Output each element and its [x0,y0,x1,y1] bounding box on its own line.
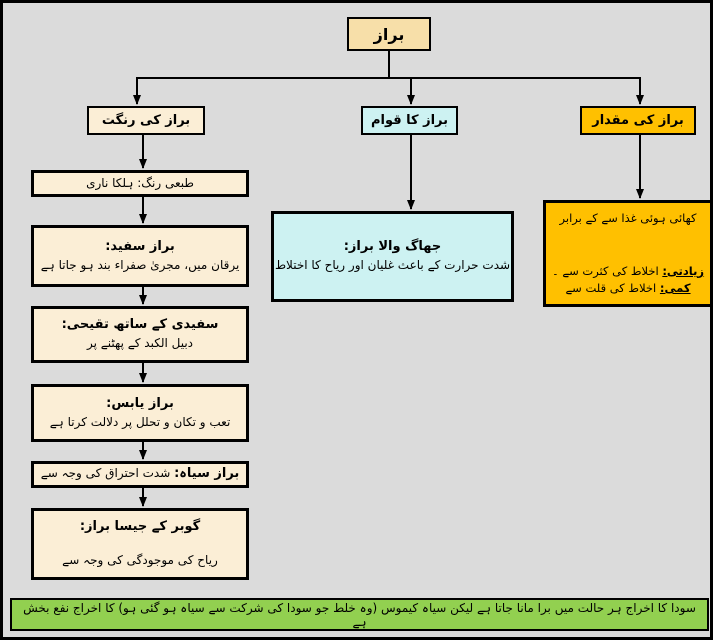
consistency-box-foamy-title: جھاگ والا براز: [343,239,442,255]
header-stool-consistency [361,106,458,135]
root-label: براز [373,24,405,44]
consistency-box-foamy-body: شدت حرارت کے باعث غلیان اور ریاح کا اختلاط [274,258,511,273]
color-box-black-title: براز سیاہ: [174,466,240,482]
color-box-dunglike-body: ریاح کی موجودگی کی وجہ سے [62,553,218,568]
color-box-natural-text: طبعی رنگ: ہلکا ناری [86,175,194,190]
quantity-equal-line: کھائی ہوئی غذا سے کے برابر [559,211,697,225]
header-stool-quantity [580,106,696,135]
color-box-dunglike-title: گوبر کے جیسا براز: [79,519,201,535]
color-box-dry [31,384,249,442]
color-box-white-title: براز سفید: [105,238,175,254]
footer-note-text: سودا کا اخراج ہر حالت میں برا مانا جاتا ہے لیکن سیاہ کیموس (وہ خلط جو سودا کی شرکت سے سیاہ ہو گئی ہو) کا اخراج نفع بخش ہے [23,600,696,629]
header-stool-consistency-label: براز کا قوام [370,113,449,128]
color-box-purulent [31,306,249,363]
header-stool-color-label: براز کی رنگت [101,113,191,128]
quantity-deficiency-label: کمی: [659,280,691,295]
color-box-black-body: شدت احتراق کی وجہ سے [40,466,175,481]
quantity-deficiency-body: اخلاط کی قلت سے [565,280,660,295]
color-box-purulent-title: سفیدی کے ساتھ تقیحی: [61,317,219,333]
color-box-dry-title: براز یابس: [106,395,174,411]
color-box-purulent-body: دبیل الکبد کے پھٹنے پر [86,336,194,351]
quantity-excess-line [552,264,704,278]
quantity-excess-body: اخلاط کی کثرت سے ۔ [551,263,663,278]
quantity-detail-lines [552,263,704,298]
quantity-deficiency-line [565,281,690,295]
header-stool-color [87,106,205,135]
color-box-black [31,461,249,488]
color-box-natural [31,170,249,197]
color-box-dry-body: تعب و تکان و تحلل پر دلالت کرتا ہے [49,414,231,429]
color-box-dunglike [31,508,249,580]
quantity-excess-label: زیادتی: [662,263,705,278]
root-box-baraz [347,17,431,51]
consistency-box-foamy [271,211,514,302]
footer-note [10,598,709,631]
color-box-white-body: یرقان میں، مجریٰ صفراء بند ہو جاتا ہے [40,257,240,272]
color-box-black-text [41,465,240,484]
header-stool-quantity-label: براز کی مقدار [592,113,684,128]
color-box-white [31,225,249,287]
quantity-box [543,200,713,307]
